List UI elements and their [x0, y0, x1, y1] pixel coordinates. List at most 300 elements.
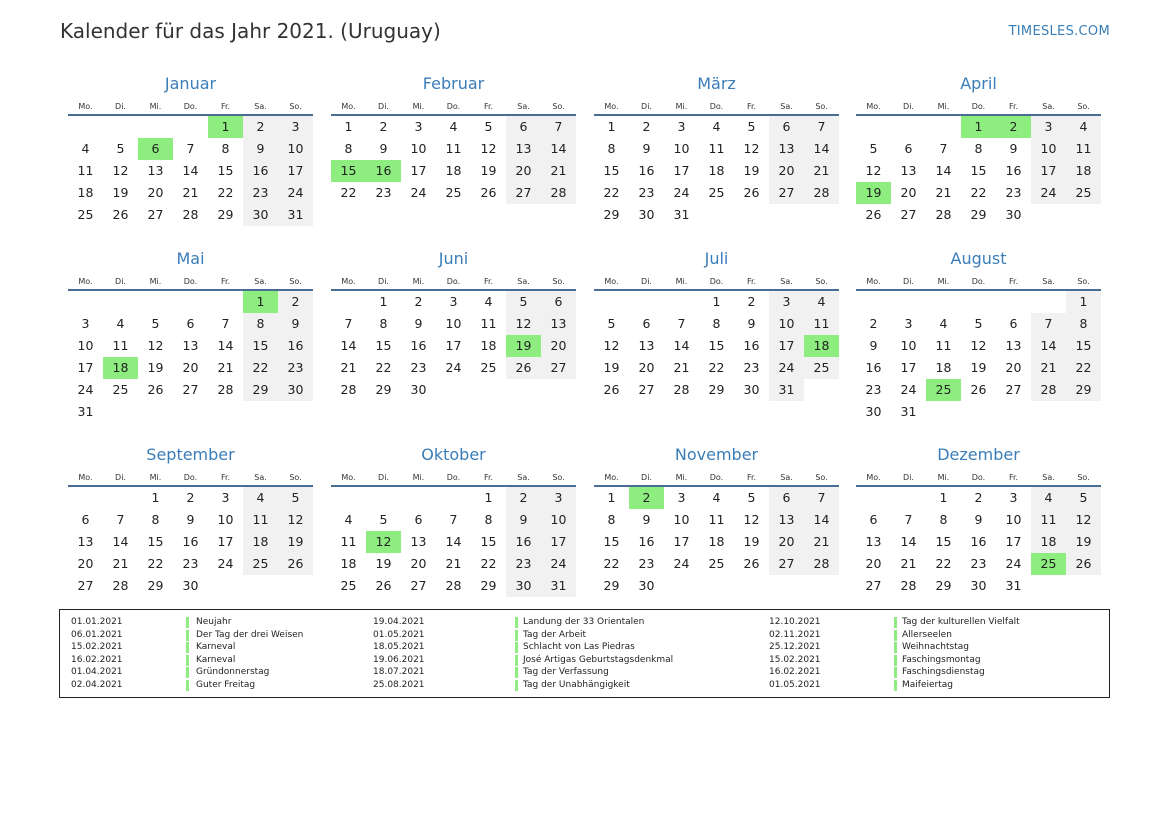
day-cell: 13 [865, 534, 882, 549]
day-cell: 23 [410, 360, 427, 375]
day-cell: 23 [743, 360, 760, 375]
day-cell: 11 [340, 534, 357, 549]
day-cell: 31 [900, 404, 917, 419]
weekday-label: Fr. [1008, 473, 1019, 482]
day-cell: 16 [1005, 163, 1022, 178]
weekday-label: Mi. [149, 102, 162, 111]
day-cell: 2 [747, 294, 756, 309]
day-cell: 23 [375, 185, 392, 200]
day-cell: 8 [974, 141, 983, 156]
day-cell: 27 [77, 578, 94, 593]
day-cell: 29 [970, 207, 987, 222]
holiday-day-cell: 19 [506, 335, 541, 357]
day-cell: 14 [182, 163, 199, 178]
day-cell: 24 [1005, 556, 1022, 571]
day-cell: 19 [112, 185, 129, 200]
weekday-label: Sa. [1042, 277, 1055, 286]
day-cell: 28 [340, 382, 357, 397]
month-block [594, 249, 839, 429]
day-cell: 12 [743, 512, 760, 527]
day-cell: 3 [221, 490, 230, 505]
month-block [68, 249, 313, 429]
day-cell: 5 [484, 119, 493, 134]
day-cell: 19 [375, 556, 392, 571]
day-cell: 13 [541, 313, 576, 335]
day-cell: 29 [243, 379, 278, 401]
holiday-date: 01.05.2021 [769, 679, 821, 690]
day-cell: 15 [603, 163, 620, 178]
weekday-label: Do. [709, 473, 724, 482]
day-cell: 7 [904, 512, 913, 527]
holiday-day-cell: 1 [243, 291, 278, 313]
day-cell: 23 [638, 185, 655, 200]
day-cell: 22 [147, 556, 164, 571]
day-cell: 1 [484, 490, 493, 505]
day-grid [331, 487, 576, 627]
holiday-day-cell: 6 [138, 138, 173, 160]
day-cell: 9 [974, 512, 983, 527]
holiday-name: José Artigas Geburtstagsdenkmal [523, 654, 674, 665]
day-cell: 26 [865, 207, 882, 222]
day-cell: 8 [243, 313, 278, 335]
day-cell: 10 [673, 141, 690, 156]
holiday-date: 18.07.2021 [373, 667, 425, 677]
day-cell: 1 [151, 490, 160, 505]
day-cell: 3 [1009, 490, 1018, 505]
day-cell: 28 [673, 382, 690, 397]
weekday-label: Sa. [517, 473, 530, 482]
holiday-date: 15.02.2021 [71, 642, 123, 652]
day-cell: 22 [217, 185, 234, 200]
day-cell: 21 [1031, 357, 1066, 379]
day-cell: 7 [804, 487, 839, 509]
day-cell: 31 [278, 204, 313, 226]
day-cell: 18 [445, 163, 462, 178]
day-cell: 12 [743, 141, 760, 156]
weekday-label: Di. [378, 473, 389, 482]
month-block [68, 445, 313, 625]
holiday-day-cell: 25 [1031, 553, 1066, 575]
legend-row [60, 629, 1105, 642]
day-cell: 2 [278, 291, 313, 313]
day-cell: 11 [480, 316, 497, 331]
weekday-label: Fr. [483, 102, 494, 111]
day-cell: 6 [642, 316, 651, 331]
weekday-label: Fr. [746, 102, 757, 111]
weekday-label: Fr. [483, 277, 494, 286]
day-cell: 7 [541, 116, 576, 138]
day-cell: 27 [1005, 382, 1022, 397]
day-cell: 1 [939, 490, 948, 505]
holiday-name: Allerseelen [902, 629, 952, 640]
day-cell: 23 [243, 182, 278, 204]
day-cell: 3 [449, 294, 458, 309]
day-cell: 20 [900, 185, 917, 200]
day-cell: 27 [410, 578, 427, 593]
holiday-date: 25.08.2021 [373, 679, 425, 690]
weekday-label: Fr. [1008, 277, 1019, 286]
day-cell: 27 [506, 182, 541, 204]
day-cell: 12 [112, 163, 129, 178]
day-cell: 2 [506, 487, 541, 509]
day-cell: 12 [480, 141, 497, 156]
day-cell: 18 [935, 360, 952, 375]
weekday-label: Sa. [1042, 473, 1055, 482]
day-cell: 28 [112, 578, 129, 593]
day-cell: 17 [217, 534, 234, 549]
day-cell: 28 [804, 182, 839, 204]
day-cell: 9 [869, 338, 878, 353]
month-name: November [674, 445, 759, 464]
day-cell: 15 [480, 534, 497, 549]
day-cell: 13 [638, 338, 655, 353]
month-name: September [146, 445, 235, 464]
holiday-name: Faschingsdienstag [902, 667, 985, 677]
weekday-label: Sa. [1042, 102, 1055, 111]
day-cell: 9 [642, 512, 651, 527]
weekday-label: So. [289, 277, 302, 286]
month-name: August [950, 249, 1007, 268]
day-cell: 17 [541, 531, 576, 553]
holiday-date: 16.02.2021 [71, 654, 123, 665]
day-cell: 7 [804, 116, 839, 138]
day-cell: 13 [900, 163, 917, 178]
day-cell: 24 [1031, 182, 1066, 204]
weekday-label: Mi. [149, 473, 162, 482]
weekday-label: So. [552, 473, 565, 482]
day-cell: 15 [243, 335, 278, 357]
weekday-label: Di. [903, 473, 914, 482]
weekday-label: Mi. [412, 102, 425, 111]
day-cell: 22 [1066, 357, 1101, 379]
holiday-name: Neujahr [196, 617, 232, 627]
day-cell: 30 [506, 575, 541, 597]
day-cell: 28 [935, 207, 952, 222]
day-cell: 16 [865, 360, 882, 375]
day-cell: 25 [243, 553, 278, 575]
day-cell: 18 [708, 163, 725, 178]
day-cell: 31 [769, 379, 804, 401]
day-cell: 8 [221, 141, 230, 156]
holiday-date: 01.05.2021 [373, 629, 425, 640]
holiday-marker [894, 655, 897, 666]
day-cell: 7 [1031, 313, 1066, 335]
day-cell: 1 [379, 294, 388, 309]
day-cell: 25 [708, 185, 725, 200]
weekday-label: So. [1077, 102, 1090, 111]
day-cell: 19 [743, 163, 760, 178]
day-cell: 11 [708, 141, 725, 156]
day-cell: 21 [340, 360, 357, 375]
day-cell: 20 [541, 335, 576, 357]
day-cell: 19 [743, 534, 760, 549]
day-cell: 13 [182, 338, 199, 353]
weekday-label: Sa. [780, 277, 793, 286]
day-cell: 29 [603, 578, 620, 593]
day-cell: 17 [900, 360, 917, 375]
holiday-marker [894, 680, 897, 691]
day-grid [68, 487, 313, 627]
day-cell: 8 [712, 316, 721, 331]
day-cell: 28 [445, 578, 462, 593]
weekday-label: Mo. [604, 277, 619, 286]
day-cell: 2 [869, 316, 878, 331]
day-grid [594, 487, 839, 627]
weekday-label: Do. [971, 102, 986, 111]
day-cell: 5 [379, 512, 388, 527]
day-cell: 6 [769, 487, 804, 509]
day-cell: 15 [603, 534, 620, 549]
holiday-date: 02.11.2021 [769, 629, 821, 640]
legend-column [60, 616, 1105, 691]
holiday-name: Schlacht von Las Piedras [523, 642, 635, 652]
weekday-label: Mo. [866, 102, 881, 111]
weekday-label: Mi. [937, 473, 950, 482]
weekday-label: Di. [115, 102, 126, 111]
day-cell: 18 [340, 556, 357, 571]
day-cell: 21 [182, 185, 199, 200]
weekday-label: Sa. [254, 277, 267, 286]
day-cell: 20 [865, 556, 882, 571]
weekday-label: Mi. [937, 277, 950, 286]
day-cell: 13 [769, 509, 804, 531]
month-block [331, 249, 576, 429]
weekday-label: So. [289, 473, 302, 482]
day-cell: 27 [541, 357, 576, 379]
holiday-legend [59, 609, 1110, 698]
month-block [331, 445, 576, 625]
holiday-date: 19.04.2021 [373, 617, 425, 627]
day-cell: 10 [673, 512, 690, 527]
day-cell: 10 [445, 316, 462, 331]
day-cell: 14 [804, 138, 839, 160]
day-cell: 19 [480, 163, 497, 178]
day-cell: 10 [410, 141, 427, 156]
day-cell: 4 [939, 316, 948, 331]
day-cell: 28 [900, 578, 917, 593]
day-cell: 15 [708, 338, 725, 353]
day-cell: 31 [1005, 578, 1022, 593]
day-cell: 3 [81, 316, 90, 331]
day-cell: 31 [673, 207, 690, 222]
day-cell: 21 [445, 556, 462, 571]
day-cell: 22 [603, 556, 620, 571]
weekday-label: So. [815, 102, 828, 111]
holiday-name: Tag der Unabhängigkeit [523, 679, 630, 690]
day-cell: 30 [970, 578, 987, 593]
day-cell: 20 [410, 556, 427, 571]
weekday-label: Fr. [746, 277, 757, 286]
day-cell: 4 [116, 316, 125, 331]
month-block [856, 74, 1101, 254]
day-cell: 19 [970, 360, 987, 375]
day-cell: 17 [673, 163, 690, 178]
holiday-day-cell: 18 [804, 335, 839, 357]
day-cell: 12 [278, 509, 313, 531]
day-cell: 27 [769, 182, 804, 204]
day-cell: 28 [217, 382, 234, 397]
day-cell: 7 [449, 512, 458, 527]
day-cell: 14 [673, 338, 690, 353]
holiday-name: Der Tag der drei Weisen [196, 629, 304, 640]
day-cell: 2 [186, 490, 195, 505]
day-cell: 18 [1066, 160, 1101, 182]
day-cell: 3 [904, 316, 913, 331]
day-cell: 20 [147, 185, 164, 200]
day-cell: 27 [865, 578, 882, 593]
day-grid [331, 116, 576, 256]
day-cell: 8 [151, 512, 160, 527]
holiday-date: 01.04.2021 [71, 667, 123, 677]
weekday-label: Di. [378, 277, 389, 286]
day-cell: 9 [243, 138, 278, 160]
day-cell: 21 [935, 185, 952, 200]
day-cell: 21 [804, 160, 839, 182]
holiday-name: Karneval [196, 654, 236, 665]
weekday-label: Sa. [517, 102, 530, 111]
weekday-label: Di. [378, 102, 389, 111]
day-cell: 4 [484, 294, 493, 309]
weekday-label: So. [815, 277, 828, 286]
weekday-label: Mi. [412, 473, 425, 482]
day-cell: 24 [900, 382, 917, 397]
day-cell: 17 [410, 163, 427, 178]
day-cell: 2 [414, 294, 423, 309]
day-cell: 17 [445, 338, 462, 353]
day-cell: 9 [186, 512, 195, 527]
day-cell: 22 [243, 357, 278, 379]
day-cell: 30 [743, 382, 760, 397]
month-block [856, 249, 1101, 429]
day-cell: 25 [708, 556, 725, 571]
day-cell: 26 [375, 578, 392, 593]
day-cell: 16 [638, 534, 655, 549]
day-cell: 11 [708, 512, 725, 527]
day-cell: 30 [1005, 207, 1022, 222]
day-cell: 5 [1066, 487, 1101, 509]
day-cell: 8 [939, 512, 948, 527]
day-cell: 27 [638, 382, 655, 397]
holiday-name: Tag der Arbeit [523, 629, 587, 640]
day-grid [594, 116, 839, 256]
holiday-name: Guter Freitag [196, 679, 256, 690]
day-cell: 4 [449, 119, 458, 134]
day-cell: 5 [151, 316, 160, 331]
day-cell: 29 [603, 207, 620, 222]
month-name: Februar [422, 74, 485, 93]
day-cell: 24 [410, 185, 427, 200]
weekday-label: Mi. [675, 473, 688, 482]
day-cell: 22 [970, 185, 987, 200]
site-link[interactable]: TIMESLES.COM [1008, 24, 1110, 39]
weekday-label: Mi. [149, 277, 162, 286]
day-cell: 29 [1066, 379, 1101, 401]
holiday-day-cell: 12 [366, 531, 401, 553]
holiday-date: 06.01.2021 [71, 629, 123, 640]
day-cell: 30 [278, 379, 313, 401]
day-grid [856, 291, 1101, 431]
holiday-date: 12.10.2021 [769, 617, 821, 627]
day-cell: 14 [804, 509, 839, 531]
day-cell: 3 [1031, 116, 1066, 138]
day-cell: 20 [638, 360, 655, 375]
day-cell: 3 [278, 116, 313, 138]
holiday-day-cell: 1 [961, 116, 996, 138]
holiday-date: 01.01.2021 [71, 617, 123, 627]
day-cell: 22 [375, 360, 392, 375]
weekday-label: Di. [115, 277, 126, 286]
day-cell: 13 [506, 138, 541, 160]
month-name: April [960, 74, 997, 93]
month-name: Dezember [937, 445, 1020, 464]
day-cell: 2 [642, 119, 651, 134]
legend-row [60, 654, 1105, 667]
day-grid [68, 116, 313, 256]
holiday-day-cell: 16 [366, 160, 401, 182]
day-cell: 22 [480, 556, 497, 571]
day-cell: 17 [769, 335, 804, 357]
weekday-label: Do. [971, 473, 986, 482]
day-cell: 28 [182, 207, 199, 222]
day-cell: 12 [1066, 509, 1101, 531]
weekday-label: So. [289, 102, 302, 111]
weekday-label: Fr. [220, 102, 231, 111]
day-cell: 21 [804, 531, 839, 553]
day-cell: 13 [1005, 338, 1022, 353]
day-cell: 24 [217, 556, 234, 571]
legend-row [60, 666, 1105, 679]
day-cell: 29 [935, 578, 952, 593]
day-cell: 21 [541, 160, 576, 182]
day-cell: 9 [642, 141, 651, 156]
weekday-label: Fr. [746, 473, 757, 482]
month-name: Januar [164, 74, 217, 93]
day-cell: 31 [541, 575, 576, 597]
day-cell: 24 [445, 360, 462, 375]
day-cell: 5 [747, 490, 756, 505]
day-cell: 14 [1031, 335, 1066, 357]
holiday-date: 25.12.2021 [769, 642, 821, 652]
day-cell: 6 [541, 291, 576, 313]
day-cell: 20 [1005, 360, 1022, 375]
day-cell: 26 [743, 185, 760, 200]
weekday-label: Mo. [78, 277, 93, 286]
day-cell: 14 [112, 534, 129, 549]
day-cell: 8 [379, 316, 388, 331]
day-cell: 28 [804, 553, 839, 575]
day-cell: 23 [278, 357, 313, 379]
day-cell: 7 [939, 141, 948, 156]
day-cell: 30 [638, 578, 655, 593]
day-cell: 9 [506, 509, 541, 531]
day-cell: 2 [243, 116, 278, 138]
holiday-day-cell: 15 [331, 160, 366, 182]
day-cell: 8 [344, 141, 353, 156]
weekday-label: So. [815, 473, 828, 482]
day-cell: 6 [81, 512, 90, 527]
month-name: Juli [704, 249, 729, 268]
day-cell: 18 [480, 338, 497, 353]
day-cell: 6 [869, 512, 878, 527]
day-cell: 21 [900, 556, 917, 571]
day-grid [594, 291, 839, 431]
weekday-label: Mo. [866, 473, 881, 482]
day-cell: 12 [970, 338, 987, 353]
day-cell: 21 [217, 360, 234, 375]
holiday-marker [894, 630, 897, 641]
day-cell: 20 [182, 360, 199, 375]
day-cell: 5 [747, 119, 756, 134]
